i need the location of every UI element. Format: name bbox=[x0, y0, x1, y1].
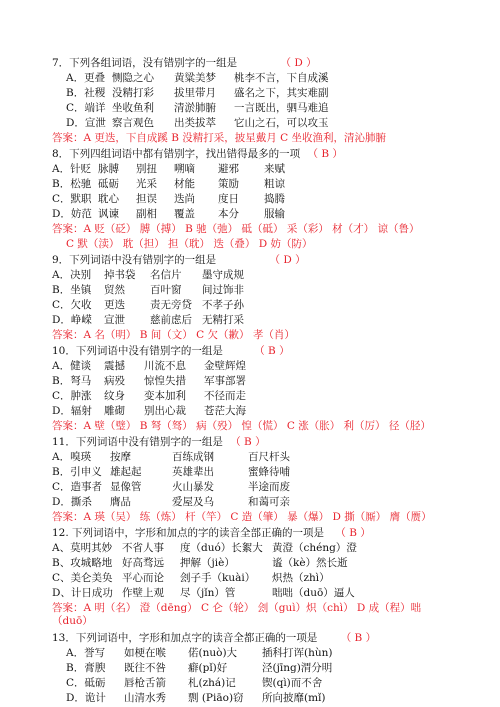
question-13-option-a: A．誉写 如梗在喉 偌(nuò)大 插科打诨(hùn) bbox=[66, 647, 333, 659]
question-9-answer: 答案：A 名（明） B 间（文） C 欠（歉） 孝（肖） bbox=[52, 329, 295, 341]
question-text: 11．下列词语中没有错别字的一组是 bbox=[52, 436, 223, 448]
question-11-option-c: C．造事者 显像管 火山暴发 半途而废 bbox=[52, 481, 290, 493]
answer-mark: （ B ） bbox=[307, 148, 343, 160]
question-7-answer: 答案：A 更迭，下自成蹊 B 没精打采，披星戴月 C 坐收渔利，清沁肺腑 bbox=[52, 132, 387, 144]
question-12-stem bbox=[52, 527, 371, 540]
answer-mark: （ D ） bbox=[280, 57, 317, 69]
question-7-option-a: A．更叠 恻隐之心 黄粱美梦 桃李不言，下自成溪 bbox=[66, 72, 329, 84]
question-7-option-b: B．社稷 没精打彩 拔里带月 盛名之下，其实难副 bbox=[66, 87, 329, 99]
question-text: 13．下列词语中，字形和加点字的读音全都正确的一项是 bbox=[52, 632, 318, 644]
question-8-option-a: A．针贬 脉膊 别扭 嗍嘀 避邪 来赋 bbox=[52, 163, 285, 175]
question-11-stem bbox=[52, 436, 266, 449]
question-12-answer-line-1: 答案：A 明（名） 澄（dēng） C 仑（轮） 刽（guì）炽（chì） D 成（程）咄 bbox=[52, 602, 422, 614]
question-11-option-d: D．撕杀 膺品 爱屋及乌 和蔼可亲 bbox=[52, 496, 290, 508]
question-10-stem bbox=[52, 345, 290, 358]
question-7-option-c: C．端详 坐收鱼利 清淤肺腑 一言既出，驷马难追 bbox=[66, 102, 329, 114]
answer-mark: （ D ） bbox=[269, 254, 306, 266]
question-8-stem bbox=[52, 148, 343, 161]
question-13-stem bbox=[52, 632, 376, 645]
question-text: 10．下列词语中没有错别字的一组是 bbox=[52, 345, 223, 357]
question-13-option-b: B．膏腴 既往不咎 癖(pǐ)好 泾(jīng)渭分明 bbox=[66, 662, 333, 674]
question-12-answer-line-2: （duō） bbox=[52, 615, 93, 627]
question-9-option-b: B．坐镇 贸然 百叶窗 间过饰非 bbox=[52, 284, 244, 296]
answer-mark: （ B ） bbox=[230, 436, 266, 448]
question-9-option-c: C．欠收 更迭 责无旁贷 不孝子孙 bbox=[52, 299, 244, 311]
question-11-option-a: A．嗅瑛 按摩 百练成钢 百尺杆头 bbox=[52, 451, 290, 463]
question-10-option-d: D．辐射 雕砌 别出心裁 苍茫大海 bbox=[52, 405, 246, 417]
question-9-stem bbox=[52, 254, 306, 267]
question-13-option-c: C．砥砺 唇枪舌箭 札(zhá)记 锲(qì)而不舍 bbox=[66, 677, 323, 689]
question-13-option-d: D．诡计 山清水秀 剽 (Piāo)窃 所向披靡(mǐ) bbox=[66, 692, 326, 704]
question-12-option-a: A、莫明其妙 不省人事 度（duó）长絮大 黄澄（chéng）澄 bbox=[52, 542, 357, 554]
question-7-stem bbox=[52, 57, 317, 70]
question-7-option-d: D．宣泄 察言观色 出类拔萃 它山之石，可以攻玉 bbox=[66, 117, 329, 129]
answer-mark: （ B ） bbox=[254, 345, 290, 357]
question-9-option-d: D．峥嵘 宣泄 慈前虑后 无精打采 bbox=[52, 314, 244, 326]
question-9-option-a: A．决别 掉书袋 名信片 墨守成规 bbox=[52, 269, 244, 281]
question-text: 9．下列词语中没有错别字的一组是 bbox=[52, 254, 217, 266]
question-11-option-b: B．引申义 雄起起 英雄辈出 蜜蜂待哺 bbox=[52, 466, 290, 478]
question-text: 8．下列四组词语中都有错别字，找出错得最多的一项 bbox=[52, 148, 301, 160]
answer-mark: （ B ） bbox=[340, 632, 377, 644]
question-10-option-a: A．健谈 震撼 川流不息 金壁辉煌 bbox=[52, 360, 246, 372]
question-10-option-b: B．弩马 病殁 惊惶失措 军事部署 bbox=[52, 375, 246, 387]
question-8-option-d: D．妨范 讽谏 副相 覆盖 本分 服输 bbox=[52, 208, 285, 220]
question-12-option-c: C、美仑美奂 平心而论 刽子手（kuài） 炽热（zhì） bbox=[52, 572, 330, 584]
question-10-answer: 答案：A 壁（璧） B 弩（驽） 病（殁） 惶（慌） C 涨（胀） 利（厉） 径（胫） bbox=[52, 420, 431, 432]
question-8-answer-line-1: 答案：A 贬（砭） 膊（搏） B 驰（弛） 砥（砥） 采（彩） 材（才） 谅（鲁） bbox=[52, 223, 420, 235]
question-8-answer-line-2: C 默（渎） 耽（担） 担（耽） 迭（叠） D 妨（防） bbox=[66, 238, 313, 250]
question-11-answer: 答案：A 瑛（吴） 练（炼） 杆（竿） C 造（肇） 暴（爆） D 撕（厮） 膺（赝） bbox=[52, 511, 432, 523]
question-text: 7．下列各组词语，没有错别字的一组是 bbox=[52, 57, 238, 69]
answer-mark: （ B ） bbox=[335, 527, 371, 539]
question-10-option-c: C．肿涨 纹身 变本加利 不径而走 bbox=[52, 390, 246, 402]
question-8-option-c: C．默职 耽心 担误 迭尚 度日 捣腾 bbox=[52, 193, 285, 205]
question-8-option-b: B．松驰 砥砺 光采 材能 策励 粗谅 bbox=[52, 178, 285, 190]
question-12-option-d: D、计日成功 作壁上观 尽（jǐn）管 咄咄（duō）逼人 bbox=[52, 587, 355, 599]
question-text: 12. 下列词语中，字形和加点的字的读音全部正确的一项是 bbox=[52, 527, 325, 539]
question-12-option-b: B、攻城略地 好高骛远 押解（jiè） 谧（kè）然长逝 bbox=[52, 557, 348, 569]
